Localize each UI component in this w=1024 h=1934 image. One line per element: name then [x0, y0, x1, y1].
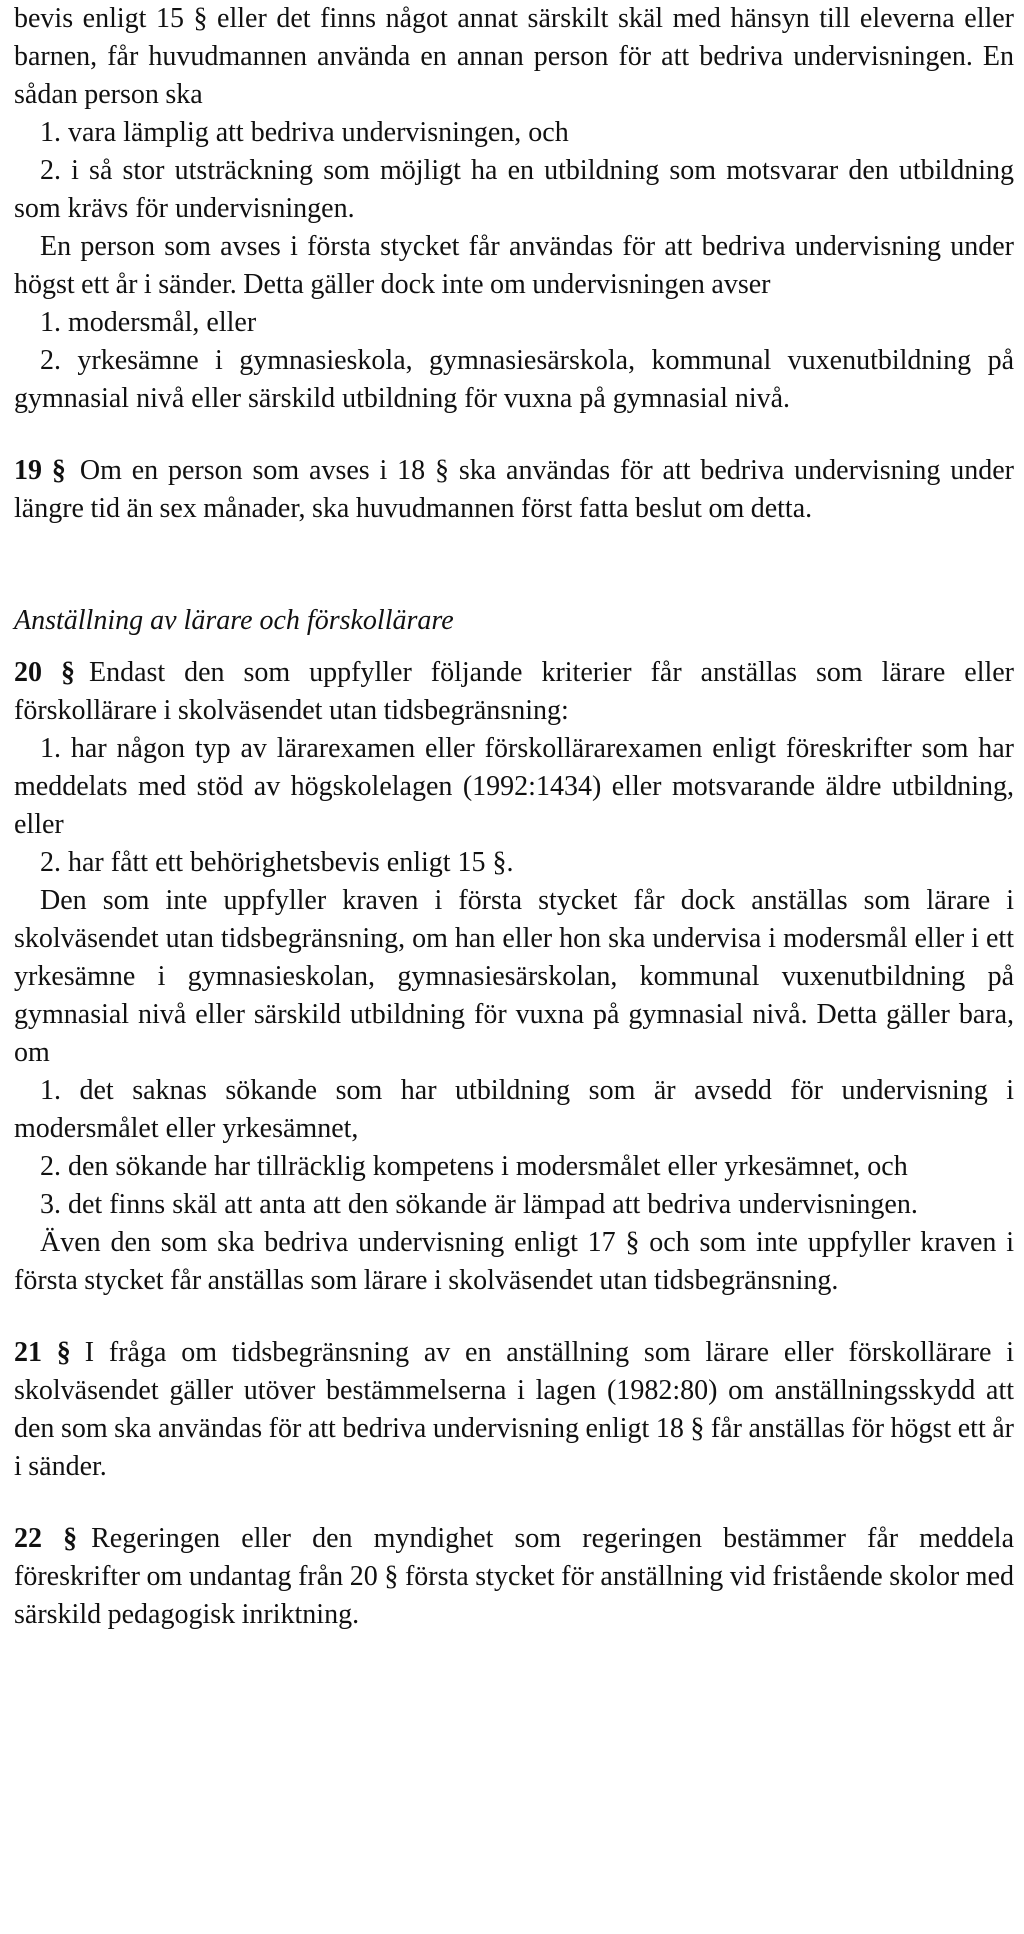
- list-item: 2. yrkesämne i gymnasieskola, gymnasiesärskola, kommunal vuxenutbildning på gymnasial nivå eller särskild utbildning för vuxna på gymnasial nivå.: [14, 345, 1014, 414]
- section-number: 19 §: [14, 455, 66, 486]
- list-item: 1. modersmål, eller: [40, 307, 257, 338]
- list-item: 2. har fått ett behörighetsbevis enligt 15 §.: [40, 847, 514, 878]
- paragraph: Även den som ska bedriva undervisning enligt 17 § och som inte uppfyller kraven i första stycket får anställas som lärare i skolväsendet utan tidsbegränsning.: [14, 1227, 1014, 1296]
- section-heading: Anställning av lärare och förskollärare: [14, 605, 454, 636]
- section-number: 22 §: [14, 1523, 78, 1554]
- list-item: 1. har någon typ av lärarexamen eller förskollärarexamen enligt föreskrifter som har meddelats med stöd av högskolelagen (1992:1434) eller motsvarande äldre utbildning, eller: [14, 733, 1014, 840]
- section-text: I fråga om tidsbegränsning av en anställning som lärare eller förskollärare i skolväsendet gäller utöver bestämmelserna i lagen (1982:80) om anställningsskydd att den som ska användas för att bedriva undervisning enligt 18 § får anställas för högst ett år i sänder.: [14, 1337, 1015, 1482]
- list-item: 1. det saknas sökande som har utbildning som är avsedd för undervisning i modersmålet eller yrkesämnet,: [14, 1075, 1014, 1144]
- section-text: Regeringen eller den myndighet som regeringen bestämmer får meddela föreskrifter om undantag från 20 § första stycket för anställning vid fristående skolor med särskild pedagogisk inriktning.: [14, 1523, 1015, 1630]
- list-item: 3. det finns skäl att anta att den sökande är lämpad att bedriva undervisningen.: [40, 1189, 918, 1220]
- section-number: 21 §: [14, 1337, 71, 1368]
- paragraph-continued: bevis enligt 15 § eller det finns något annat särskilt skäl med hänsyn till eleverna eller barnen, får huvudmannen använda en annan person för att bedriva undervisningen. En sådan person ska: [14, 3, 1014, 110]
- section-19: [14, 452, 1014, 528]
- paragraph: En person som avses i första stycket får användas för att bedriva undervisning under högst ett år i sänder. Detta gäller dock inte om undervisningen avser: [14, 231, 1014, 300]
- section-22: [14, 1520, 1014, 1634]
- list-item: 1. vara lämplig att bedriva undervisningen, och: [40, 117, 569, 148]
- list-item: 2. den sökande har tillräcklig kompetens i modersmålet eller yrkesämnet, och: [40, 1151, 908, 1182]
- section-21: [14, 1334, 1014, 1486]
- section-text: Endast den som uppfyller följande kriterier får anställas som lärare eller förskollärare i skolväsendet utan tidsbegränsning:: [14, 657, 1015, 726]
- document-page: [14, 0, 1014, 1634]
- list-item: 2. i så stor utsträckning som möjligt ha en utbildning som motsvarar den utbildning som krävs för undervisningen.: [14, 155, 1014, 224]
- section-20: [14, 654, 1014, 730]
- section-number: 20 §: [14, 657, 75, 688]
- section-text: Om en person som avses i 18 § ska användas för att bedriva undervisning under längre tid än sex månader, ska huvudmannen först fatta beslut om detta.: [14, 455, 1014, 524]
- paragraph: Den som inte uppfyller kraven i första stycket får dock anställas som lärare i skolväsendet utan tidsbegränsning, om han eller hon ska undervisa i modersmål eller i ett yrkesämne i gymnasieskolan, gymnasiesärskolan, kommunal vuxenutbildning på gymnasial nivå eller särskild utbildning för vuxna på gymnasial nivå. Detta gäller bara, om: [14, 885, 1014, 1068]
